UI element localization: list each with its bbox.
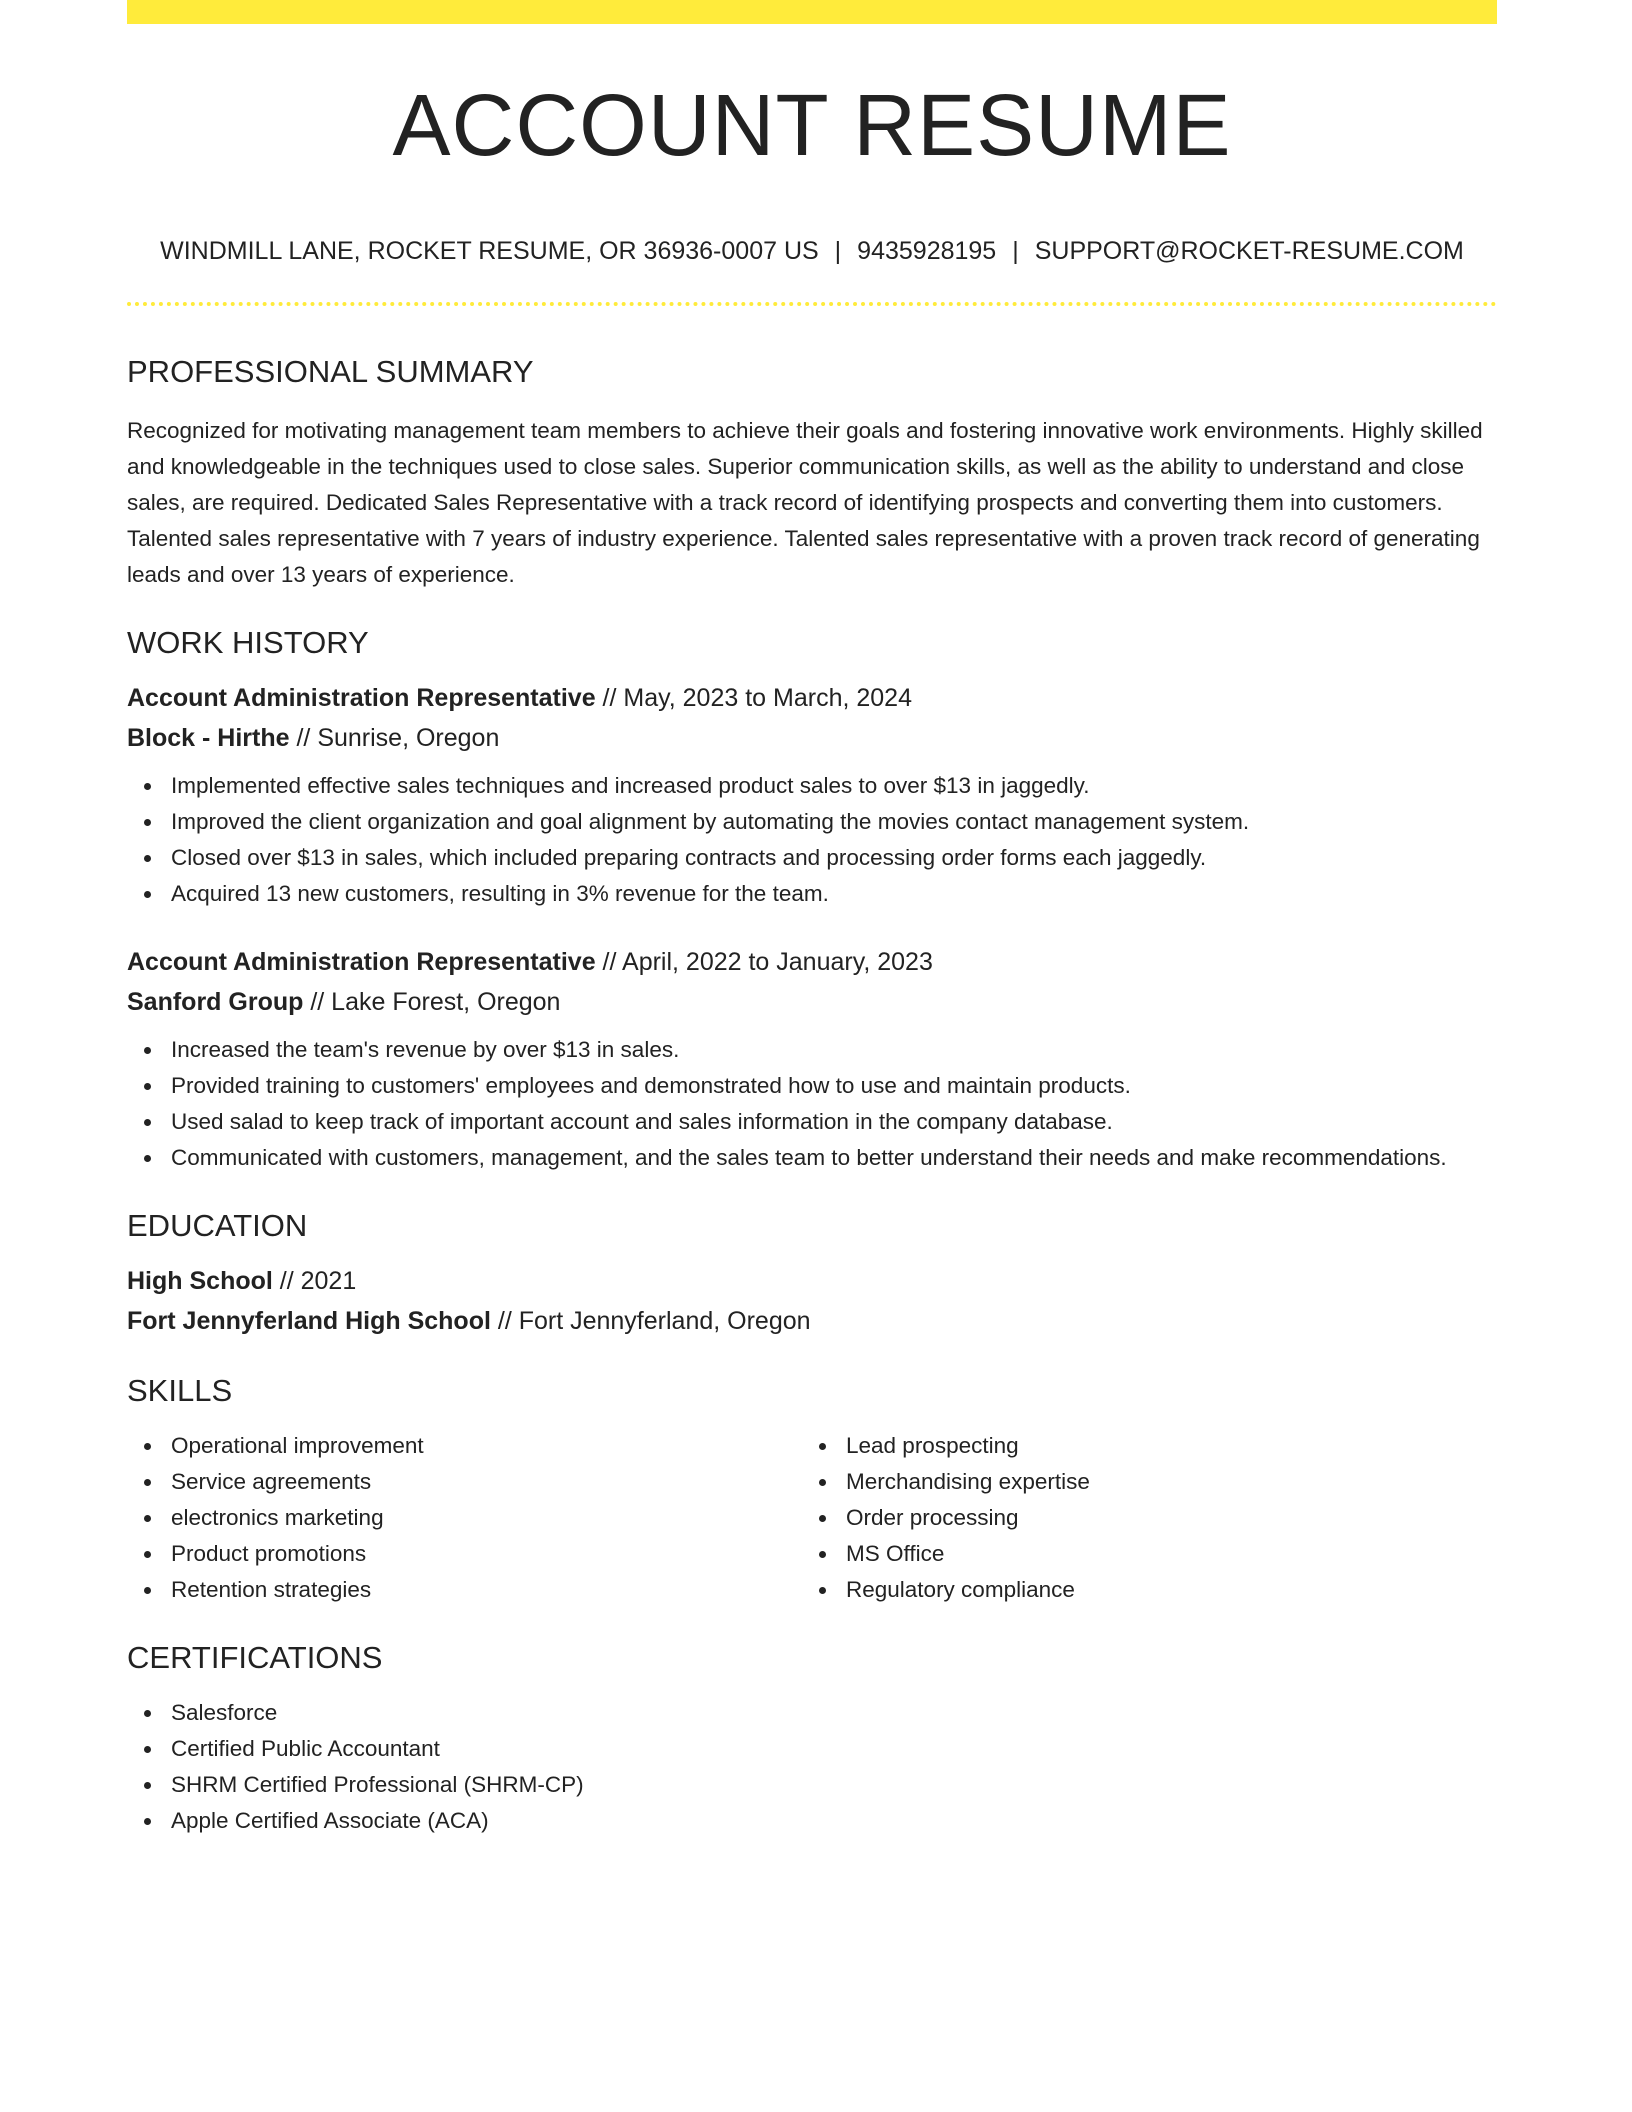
section-title-work-history: WORK HISTORY [127, 625, 369, 660]
email: SUPPORT@ROCKET-RESUME.COM [1034, 237, 1464, 265]
job-role: Account Administration Representative [127, 948, 596, 976]
section-title-skills: SKILLS [127, 1373, 233, 1408]
list-item: Regulatory compliance [802, 1572, 1477, 1608]
list-item: Apple Certified Associate (ACA) [127, 1803, 1497, 1839]
certifications-list [127, 1695, 1497, 1839]
dotted-divider [127, 302, 1497, 306]
job-company-line [127, 718, 1497, 758]
job-company: Sanford Group [127, 988, 304, 1016]
education-degree: High School [127, 1267, 273, 1295]
list-item: SHRM Certified Professional (SHRM-CP) [127, 1767, 1497, 1803]
section-title-summary: PROFESSIONAL SUMMARY [127, 354, 534, 389]
list-item: Operational improvement [127, 1428, 802, 1464]
list-item: Closed over $13 in sales, which included preparing contracts and processing order forms each jaggedly. [127, 840, 1497, 876]
list-item: Provided training to customers' employees and demonstrated how to use and maintain products. [127, 1068, 1497, 1104]
skills-list-right [802, 1428, 1477, 1608]
list-item: Increased the team's revenue by over $13 in sales. [127, 1032, 1497, 1068]
list-item: Certified Public Accountant [127, 1731, 1497, 1767]
list-item: Used salad to keep track of important account and sales information in the company database. [127, 1104, 1497, 1140]
list-item: Salesforce [127, 1695, 1497, 1731]
job-role-line [127, 678, 1497, 718]
accent-bar [127, 0, 1497, 24]
list-item: Communicated with customers, management, and the sales team to better understand their needs and make recommendations. [127, 1140, 1497, 1176]
list-item: electronics marketing [127, 1500, 802, 1536]
list-item: Service agreements [127, 1464, 802, 1500]
education-year: // 2021 [272, 1267, 357, 1295]
job-dates: // April, 2022 to January, 2023 [595, 948, 933, 976]
job-location: // Sunrise, Oregon [289, 724, 500, 752]
list-item: Lead prospecting [802, 1428, 1477, 1464]
education-location: // Fort Jennyferland, Oregon [490, 1307, 811, 1335]
job-entry [127, 942, 1497, 1176]
education-degree-line [127, 1261, 1497, 1301]
summary-text: Recognized for motivating management team members to achieve their goals and fostering innovative work environments. Highly skilled and knowledgeable in the techniques used to close sales. Superior communication skills, as well as the ability to understand and close sales, are required. Dedicated Sales Representative with a track record of identifying prospects and converting them into customers. Talented sales representative with 7 years of industry experience. Talented sales representative with a proven track record of generating leads and over 13 years of experience. [127, 418, 1483, 587]
contact-separator: | [834, 237, 842, 265]
list-item: Implemented effective sales techniques and increased product sales to over $13 in jaggedly. [127, 768, 1497, 804]
job-bullets [127, 768, 1497, 912]
list-item: MS Office [802, 1536, 1477, 1572]
list-item: Product promotions [127, 1536, 802, 1572]
address: WINDMILL LANE, ROCKET RESUME, OR 36936-0007 US [160, 237, 819, 265]
skills-grid [127, 1428, 1497, 1608]
contact-separator: | [1012, 237, 1019, 265]
section-title-education: EDUCATION [127, 1208, 308, 1243]
education-entry [127, 1261, 1497, 1341]
job-company-line [127, 982, 1497, 1022]
job-location: // Lake Forest, Oregon [303, 988, 561, 1016]
list-item: Merchandising expertise [802, 1464, 1477, 1500]
skills-list-left [127, 1428, 802, 1608]
list-item: Order processing [802, 1500, 1477, 1536]
contact-line [127, 239, 1497, 264]
job-role-line [127, 942, 1497, 982]
job-dates: // May, 2023 to March, 2024 [595, 684, 912, 712]
resume-page [127, 0, 1497, 1839]
job-bullets [127, 1032, 1497, 1176]
resume-title: ACCOUNT RESUME [392, 77, 1232, 174]
education-school-line [127, 1301, 1497, 1341]
section-title-certifications: CERTIFICATIONS [127, 1640, 383, 1675]
job-company: Block - Hirthe [127, 724, 290, 752]
job-role: Account Administration Representative [127, 684, 596, 712]
list-item: Acquired 13 new customers, resulting in 3% revenue for the team. [127, 876, 1497, 912]
list-item: Retention strategies [127, 1572, 802, 1608]
phone: 9435928195 [857, 237, 997, 265]
education-school: Fort Jennyferland High School [127, 1307, 491, 1335]
list-item: Improved the client organization and goal alignment by automating the movies contact management system. [127, 804, 1497, 840]
job-entry [127, 678, 1497, 912]
